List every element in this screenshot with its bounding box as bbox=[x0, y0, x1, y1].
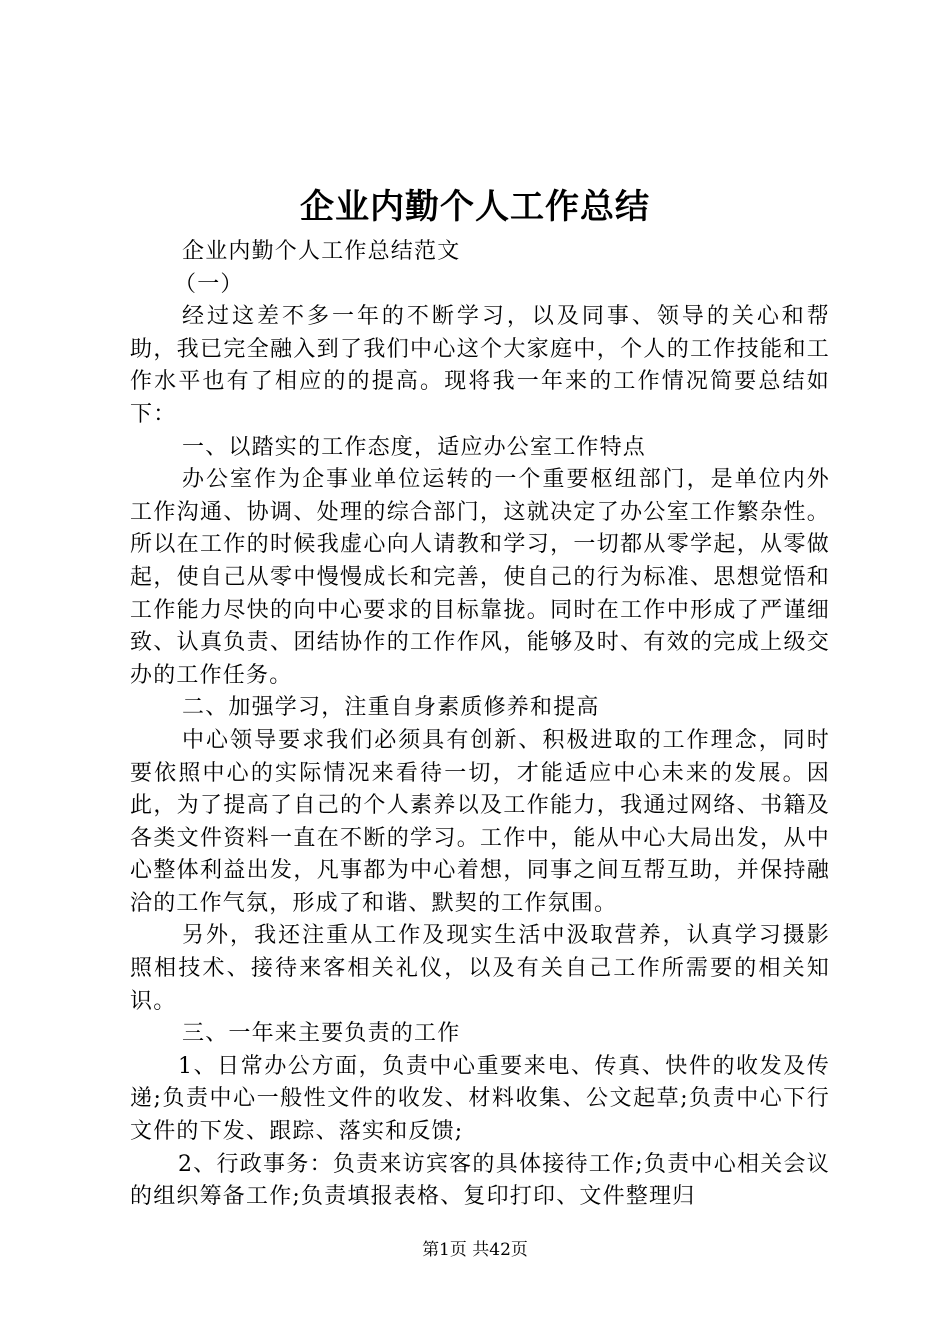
section-heading: 一、以踏实的工作态度，适应办公室工作特点 bbox=[182, 434, 647, 460]
paragraph: 另外，我还注重从工作及现实生活中汲取营养，认真学习摄影照相技术、接待来客相关礼仪，以及有关自己工作所需要的相关知识。 bbox=[130, 923, 830, 1014]
section-heading: 三、一年来主要负责的工作 bbox=[182, 1021, 461, 1047]
paragraph: 1、日常办公方面，负责中心重要来电、传真、快件的收发及传递;负责中心一般性文件的收发、材料收集、公文起草;负责中心下行文件的下发、跟踪、落实和反馈; bbox=[130, 1053, 830, 1145]
document-title: 企业内勤个人工作总结 bbox=[300, 187, 650, 227]
subtitle: 企业内勤个人工作总结范文 bbox=[182, 239, 461, 264]
document-body bbox=[130, 236, 830, 1214]
section-heading: 二、加强学习，注重自身素质修养和提高 bbox=[182, 695, 600, 721]
paragraph: 经过这差不多一年的不断学习，以及同事、领导的关心和帮助，我已完全融入到了我们中心这个大家庭中，个人的工作技能和工作水平也有了相应的的提高。现将我一年来的工作情况简要总结如下： bbox=[130, 304, 830, 427]
page-number: 第1页 共42页 bbox=[422, 1240, 528, 1260]
section-marker: （一） bbox=[174, 271, 244, 297]
paragraph: 2、行政事务：负责来访宾客的具体接待工作;负责中心相关会议的组织筹备工作;负责填报表格、复印打印、文件整理归 bbox=[130, 1151, 830, 1210]
paragraph: 中心领导要求我们必须具有创新、积极进取的工作理念，同时要依照中心的实际情况来看待一切，才能适应中心未来的发展。因此，为了提高了自己的个人素养以及工作能力，我通过网络、书籍及各类文件资料一直在不断的学习。工作中，能从中心大局出发，从中心整体利益出发，凡事都为中心着想，同事之间互帮互助，并保持融洽的工作气氛，形成了和谐、默契的工作氛围。 bbox=[130, 727, 830, 916]
paragraph: 办公室作为企事业单位运转的一个重要枢纽部门，是单位内外工作沟通、协调、处理的综合部门，这就决定了办公室工作繁杂性。所以在工作的时候我虚心向人请教和学习，一切都从零学起，从零做起，使自己从零中慢慢成长和完善，使自己的行为标准、思想觉悟和工作能力尽快的向中心要求的目标靠拢。同时在工作中形成了严谨细致、认真负责、团结协作的工作作风，能够及时、有效的完成上级交办的工作任务。 bbox=[130, 467, 830, 688]
